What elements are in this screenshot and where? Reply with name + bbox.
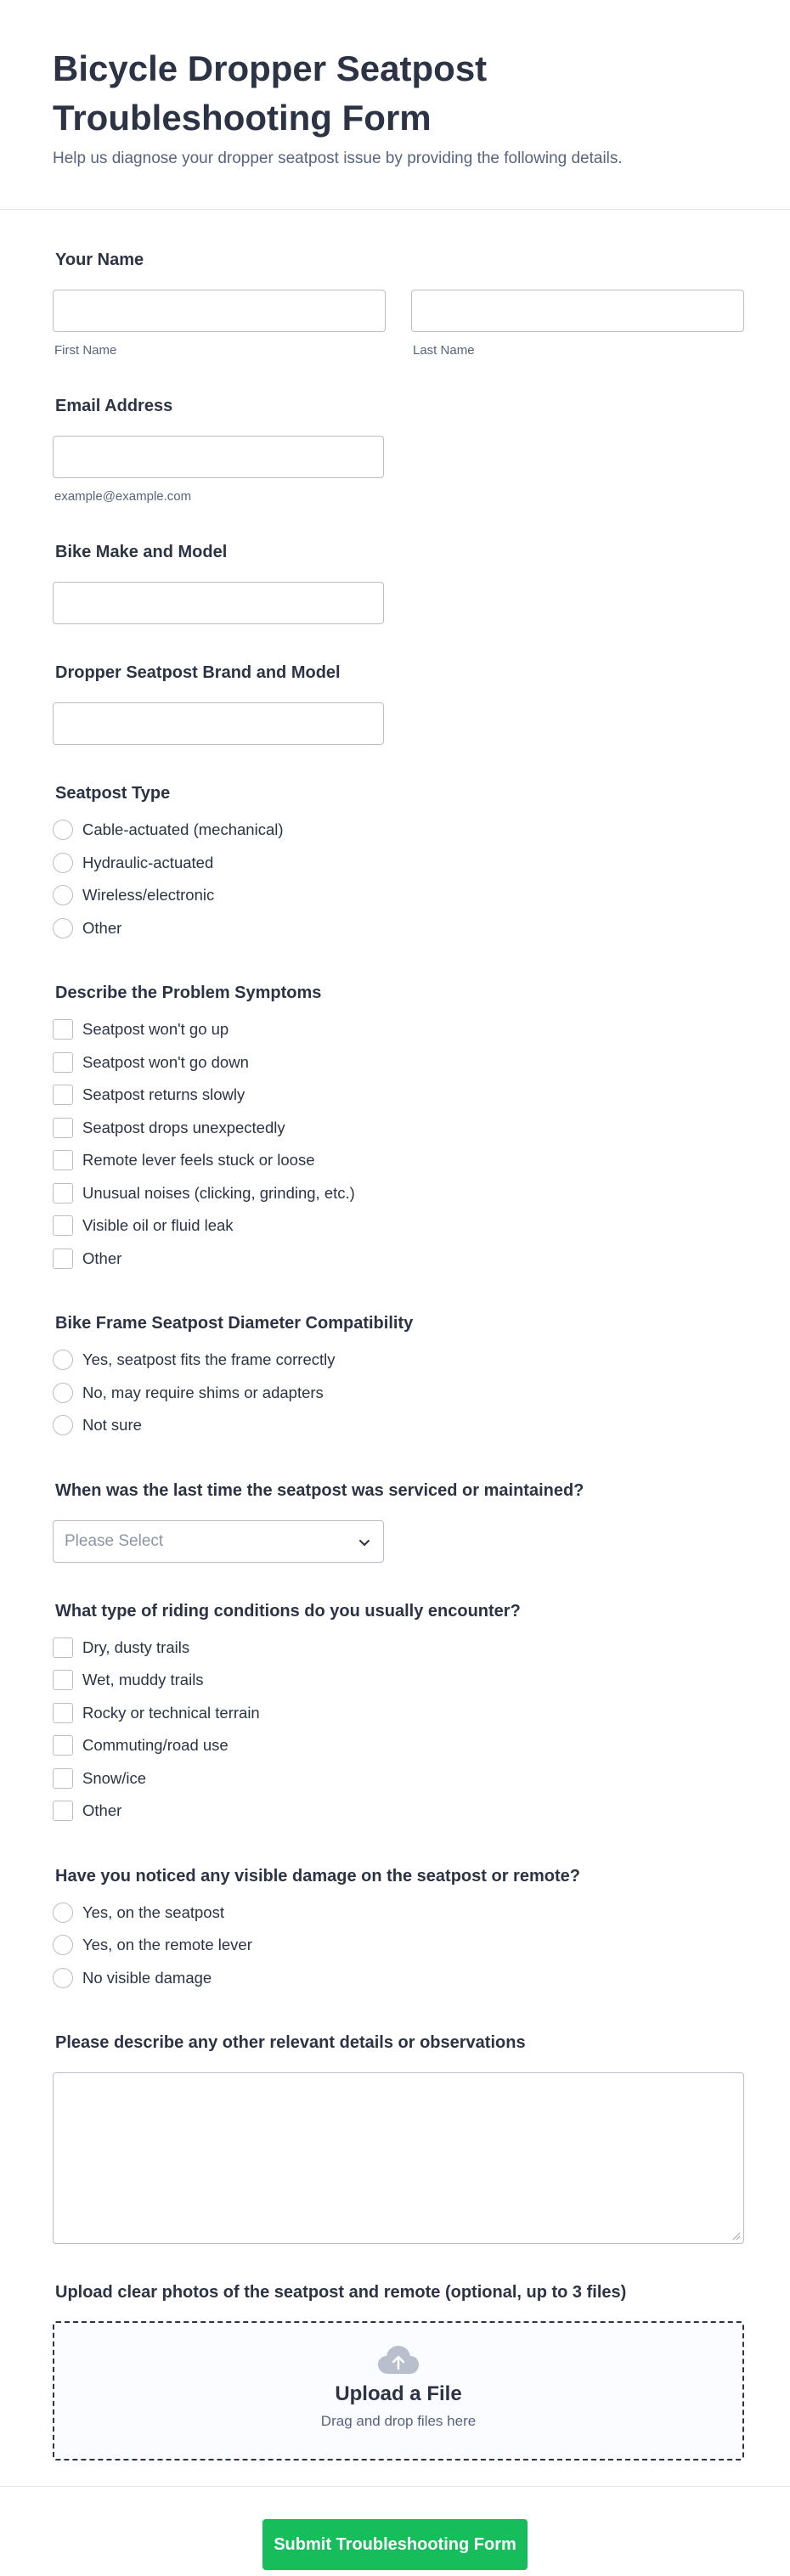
chevron-down-icon — [358, 1536, 371, 1549]
checkbox[interactable] — [53, 1019, 73, 1040]
radio-button[interactable] — [53, 885, 73, 905]
compat-options — [53, 1344, 744, 1442]
checkbox[interactable] — [53, 1183, 73, 1203]
details-label: Please describe any other relevant details or observations — [55, 2033, 526, 2052]
email-input[interactable] — [53, 436, 384, 478]
submit-button[interactable]: Submit Troubleshooting Form — [262, 2519, 528, 2570]
checkbox[interactable] — [53, 1215, 73, 1236]
riding-option[interactable] — [53, 1697, 744, 1730]
radio-button[interactable] — [53, 1350, 73, 1370]
page-subtitle: Help us diagnose your dropper seatpost issue by providing the following details. — [53, 149, 623, 167]
checkbox[interactable] — [53, 1768, 73, 1789]
name-row — [53, 290, 744, 358]
symptom-option[interactable] — [53, 1209, 744, 1243]
compat-option[interactable] — [53, 1377, 744, 1410]
last-name-input[interactable] — [411, 290, 744, 332]
damage-question — [53, 1867, 744, 1995]
option-label: Yes, seatpost fits the frame correctly — [82, 1350, 336, 1369]
option-label: Seatpost returns slowly — [82, 1085, 245, 1104]
email-question — [53, 397, 744, 504]
last-name-col — [411, 290, 744, 358]
symptom-option[interactable] — [53, 1013, 744, 1046]
symptom-option[interactable] — [53, 1144, 744, 1177]
riding-option[interactable] — [53, 1762, 744, 1795]
checkbox[interactable] — [53, 1801, 73, 1821]
option-label: No visible damage — [82, 1968, 212, 1987]
option-label: Unusual noises (clicking, grinding, etc.) — [82, 1183, 355, 1202]
radio-button[interactable] — [53, 1383, 73, 1403]
upload-question — [53, 2283, 744, 2460]
symptoms-question — [53, 984, 744, 1275]
radio-button[interactable] — [53, 1968, 73, 1988]
compat-label: Bike Frame Seatpost Diameter Compatibility — [55, 1314, 414, 1333]
symptom-option[interactable] — [53, 1243, 744, 1276]
damage-option[interactable] — [53, 1897, 744, 1930]
details-textarea[interactable] — [53, 2072, 744, 2244]
option-label: Hydraulic-actuated — [82, 853, 214, 871]
upload-title: Upload a File — [335, 2382, 462, 2405]
troubleshooting-form — [0, 251, 790, 2460]
checkbox[interactable] — [53, 1670, 73, 1690]
option-label: No, may require shims or adapters — [82, 1383, 324, 1401]
option-label: Other — [82, 918, 122, 937]
resize-handle-icon[interactable] — [731, 2230, 741, 2241]
option-label: Not sure — [82, 1416, 142, 1435]
radio-button[interactable] — [53, 1902, 73, 1923]
option-label: Other — [82, 1801, 122, 1820]
option-label: Seatpost won't go up — [82, 1020, 229, 1039]
radio-button[interactable] — [53, 1415, 73, 1435]
radio-button[interactable] — [53, 1935, 73, 1955]
dropper-label: Dropper Seatpost Brand and Model — [55, 663, 341, 682]
service-label: When was the last time the seatpost was serviced or maintained? — [55, 1480, 584, 1500]
option-label: Wet, muddy trails — [82, 1671, 204, 1689]
cloud-upload-icon — [376, 2343, 420, 2377]
checkbox[interactable] — [53, 1735, 73, 1756]
checkbox[interactable] — [53, 1637, 73, 1658]
option-label: Dry, dusty trails — [82, 1637, 190, 1656]
compat-question — [53, 1314, 744, 1442]
option-label: Rocky or technical terrain — [82, 1703, 260, 1722]
seatpost-type-option[interactable] — [53, 879, 744, 912]
option-label: Other — [82, 1249, 122, 1267]
symptom-option[interactable] — [53, 1079, 744, 1112]
option-label: Seatpost won't go down — [82, 1052, 249, 1071]
upload-label: Upload clear photos of the seatpost and remote (optional, up to 3 files) — [55, 2283, 627, 2302]
damage-label: Have you noticed any visible damage on the seatpost or remote? — [55, 1866, 580, 1885]
symptoms-options — [53, 1013, 744, 1275]
form-header — [0, 0, 790, 210]
form-footer — [0, 2486, 790, 2576]
file-upload-dropzone[interactable] — [53, 2321, 744, 2460]
email-label: Email Address — [55, 397, 173, 415]
page-title: Bicycle Dropper Seatpost Troubleshooting Form — [53, 48, 488, 138]
bike-question — [53, 543, 744, 624]
dropper-input[interactable] — [53, 702, 384, 745]
bike-input[interactable] — [53, 582, 384, 624]
option-label: Remote lever feels stuck or loose — [82, 1151, 315, 1170]
compat-option[interactable] — [53, 1344, 744, 1377]
name-question — [53, 251, 744, 358]
radio-button[interactable] — [53, 918, 73, 939]
seatpost-type-option[interactable] — [53, 814, 744, 847]
option-label: Wireless/electronic — [82, 886, 215, 905]
seatpost-type-options — [53, 814, 744, 944]
seatpost-type-label: Seatpost Type — [55, 784, 171, 803]
riding-label: What type of riding conditions do you usually encounter? — [55, 1601, 521, 1621]
riding-options — [53, 1632, 744, 1828]
radio-button[interactable] — [53, 853, 73, 873]
checkbox[interactable] — [53, 1249, 73, 1269]
checkbox[interactable] — [53, 1703, 73, 1723]
first-name-input[interactable] — [53, 290, 386, 332]
option-label: Visible oil or fluid leak — [82, 1216, 234, 1235]
compat-option[interactable] — [53, 1409, 744, 1442]
symptom-option[interactable] — [53, 1177, 744, 1210]
last-name-sublabel: Last Name — [413, 343, 475, 358]
email-sublabel: example@example.com — [54, 489, 192, 504]
riding-option[interactable] — [53, 1632, 744, 1665]
dropper-question — [53, 663, 744, 745]
option-label: Yes, on the seatpost — [82, 1902, 224, 1921]
symptoms-label: Describe the Problem Symptoms — [55, 984, 322, 1002]
checkbox[interactable] — [53, 1118, 73, 1138]
riding-option[interactable] — [53, 1729, 744, 1762]
radio-button[interactable] — [53, 820, 73, 840]
option-label: Commuting/road use — [82, 1736, 229, 1755]
checkbox[interactable] — [53, 1052, 73, 1073]
service-question — [53, 1481, 744, 1563]
symptom-option[interactable] — [53, 1112, 744, 1145]
damage-option[interactable] — [53, 1929, 744, 1962]
service-select-value: Please Select — [65, 1531, 164, 1550]
name-label: Your Name — [55, 251, 144, 269]
option-label: Yes, on the remote lever — [82, 1936, 252, 1954]
seatpost-type-option[interactable] — [53, 912, 744, 945]
first-name-sublabel: First Name — [54, 343, 117, 358]
option-label: Seatpost drops unexpectedly — [82, 1118, 285, 1136]
symptom-option[interactable] — [53, 1046, 744, 1079]
checkbox[interactable] — [53, 1085, 73, 1105]
service-select[interactable] — [53, 1520, 384, 1563]
upload-subtitle: Drag and drop files here — [320, 2413, 477, 2429]
damage-options — [53, 1897, 744, 1995]
riding-option[interactable] — [53, 1664, 744, 1697]
option-label: Snow/ice — [82, 1768, 147, 1787]
first-name-col — [53, 290, 386, 358]
checkbox[interactable] — [53, 1150, 73, 1170]
seatpost-type-question — [53, 784, 744, 944]
details-question — [53, 2033, 744, 2244]
option-label: Cable-actuated (mechanical) — [82, 820, 284, 839]
seatpost-type-option[interactable] — [53, 847, 744, 880]
riding-question — [53, 1602, 744, 1828]
bike-label: Bike Make and Model — [55, 543, 228, 561]
riding-option[interactable] — [53, 1795, 744, 1828]
damage-option[interactable] — [53, 1962, 744, 1995]
